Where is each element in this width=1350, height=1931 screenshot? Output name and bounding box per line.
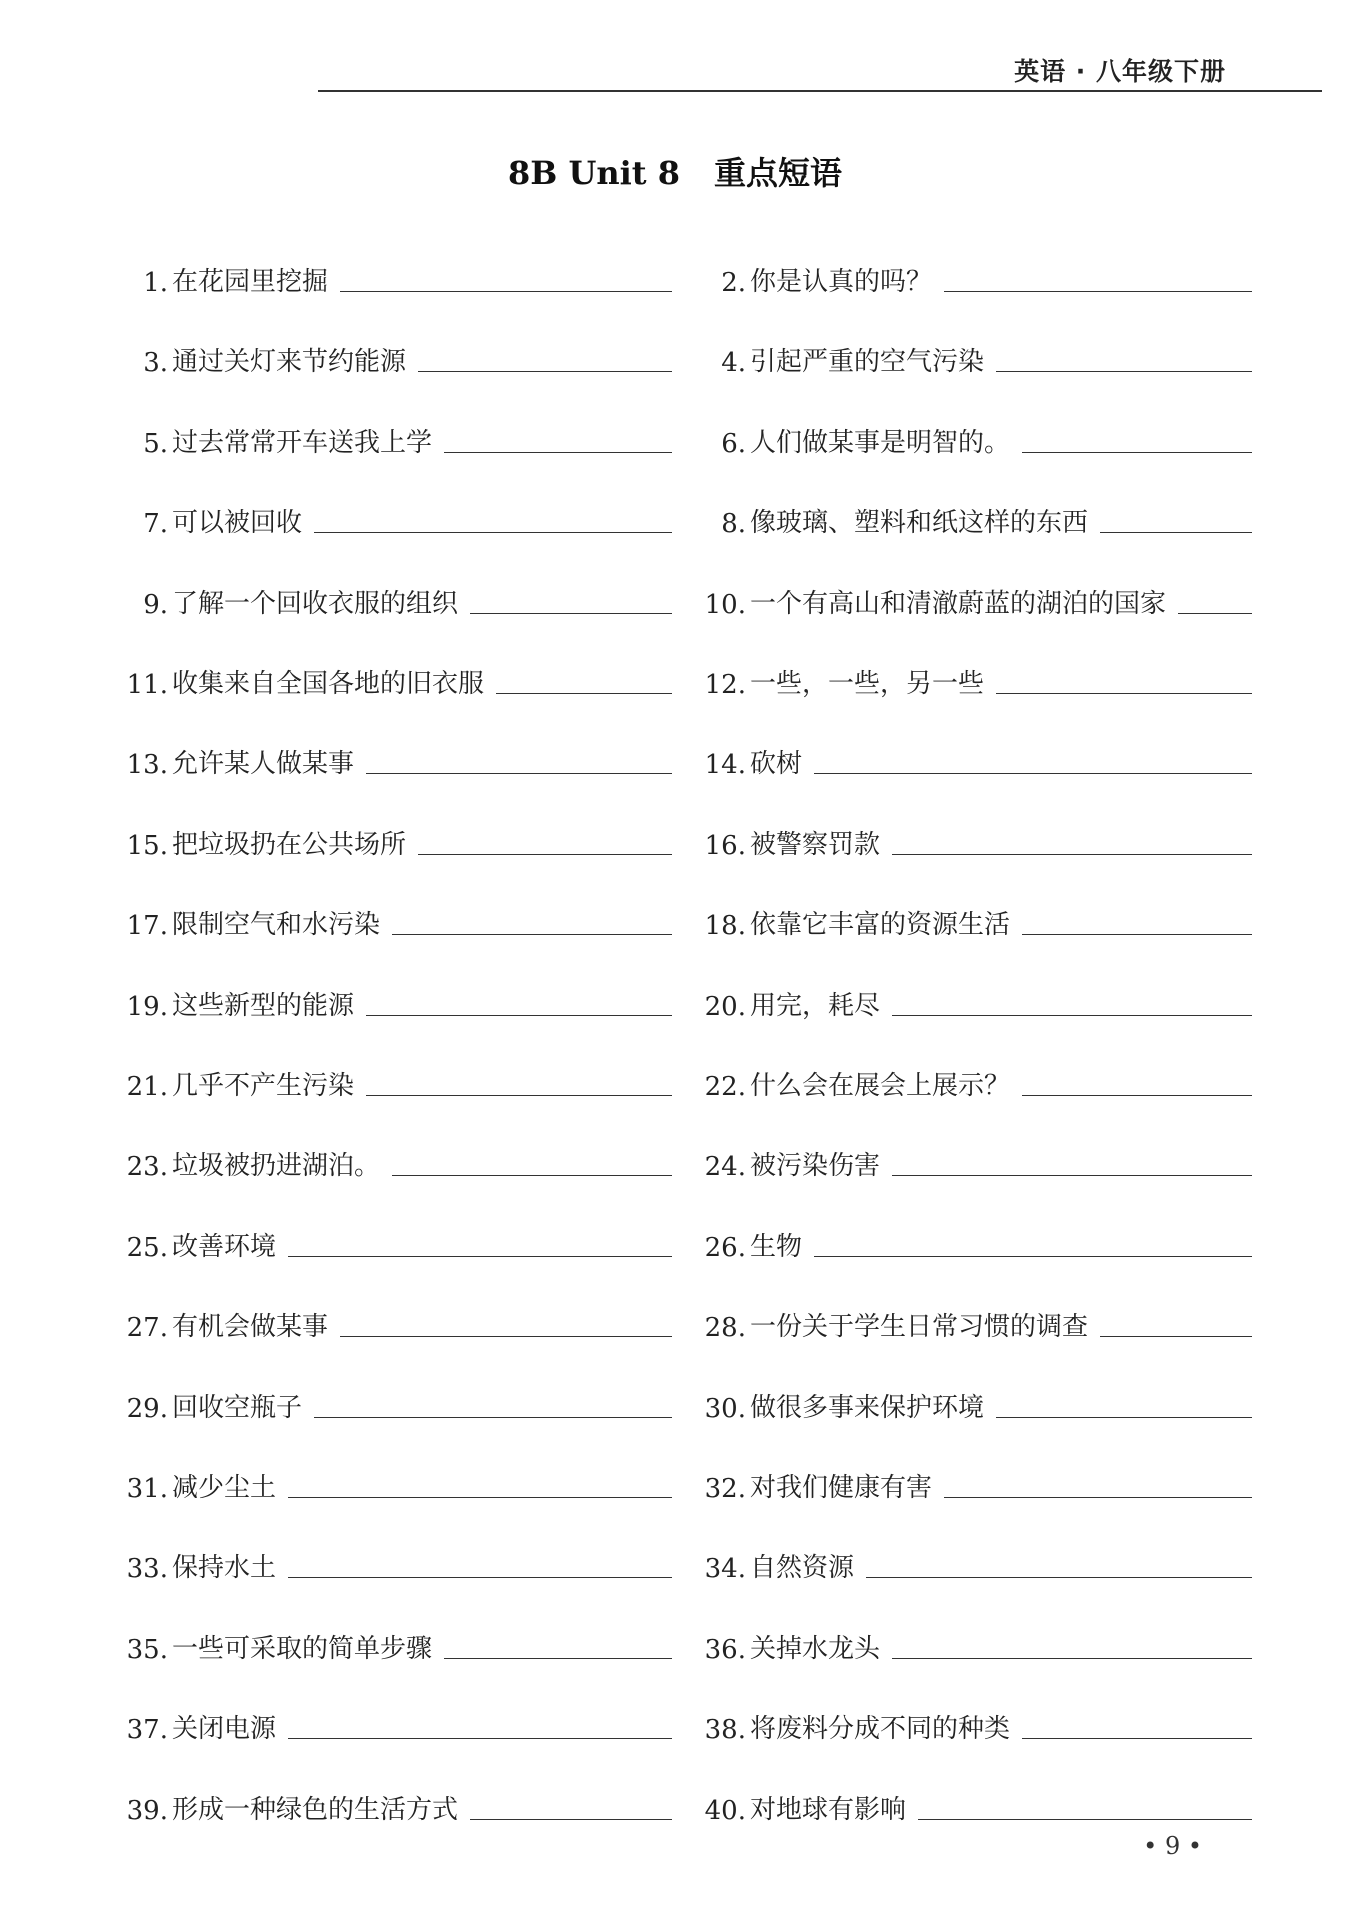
phrase-item (120, 982, 672, 1022)
answer-blank[interactable] (892, 1174, 1252, 1176)
phrase-text: 把垃圾扔在公共场所 (172, 829, 407, 860)
item-number: 3. (143, 348, 168, 379)
answer-blank[interactable] (814, 772, 1252, 774)
phrase-text: 允许某人做某事 (172, 749, 355, 780)
phrase-item (694, 901, 1252, 941)
phrase-text: 限制空气和水污染 (172, 910, 381, 941)
phrase-item (120, 580, 672, 620)
phrase-text: 垃圾被扔进湖泊。 (172, 1151, 381, 1182)
phrase-item (120, 1142, 672, 1182)
answer-blank[interactable] (1178, 612, 1252, 614)
answer-blank[interactable] (1100, 1335, 1252, 1337)
header-rule (318, 90, 1322, 92)
phrase-item (694, 1786, 1252, 1826)
item-number: 35. (126, 1634, 168, 1665)
phrase-item (120, 258, 672, 298)
phrase-item (694, 1384, 1252, 1424)
unit-label: 8B Unit 8 (508, 154, 680, 192)
phrase-text: 了解一个回收衣服的组织 (172, 588, 459, 619)
phrase-text: 对地球有影响 (750, 1794, 907, 1825)
phrase-text: 一个有高山和清澈蔚蓝的湖泊的国家 (750, 588, 1167, 619)
answer-blank[interactable] (366, 1014, 672, 1016)
phrase-text: 被警察罚款 (750, 829, 881, 860)
item-number: 23. (126, 1152, 168, 1183)
answer-blank[interactable] (288, 1737, 672, 1739)
phrase-item (120, 419, 672, 459)
answer-blank[interactable] (340, 290, 672, 292)
phrase-text: 这些新型的能源 (172, 990, 355, 1021)
phrase-item (694, 660, 1252, 700)
phrase-item (120, 740, 672, 780)
phrase-text: 依靠它丰富的资源生活 (750, 910, 1011, 941)
answer-blank[interactable] (892, 1014, 1252, 1016)
answer-blank[interactable] (1022, 1094, 1252, 1096)
phrase-item (120, 901, 672, 941)
phrase-text: 做很多事来保护环境 (750, 1392, 985, 1423)
item-number: 30. (704, 1393, 746, 1424)
answer-blank[interactable] (366, 772, 672, 774)
item-number: 13. (126, 750, 168, 781)
phrase-text: 改善环境 (172, 1231, 277, 1262)
item-number: 14. (704, 750, 746, 781)
answer-blank[interactable] (496, 692, 672, 694)
item-number: 26. (704, 1232, 746, 1263)
answer-blank[interactable] (1022, 933, 1252, 935)
phrase-item (694, 1625, 1252, 1665)
answer-blank[interactable] (444, 1657, 672, 1659)
phrase-item (120, 821, 672, 861)
phrase-text: 你是认真的吗？ (750, 267, 933, 297)
answer-blank[interactable] (470, 1818, 672, 1820)
phrase-item (694, 1544, 1252, 1584)
phrase-item (694, 1464, 1252, 1504)
item-number: 9. (143, 589, 168, 620)
running-header: 英语 · 八年级下册 (1014, 57, 1226, 86)
answer-blank[interactable] (814, 1255, 1252, 1257)
item-number: 12. (704, 670, 746, 700)
phrase-item (120, 1384, 672, 1424)
phrase-text: 一些可采取的简单步骤 (172, 1633, 433, 1664)
item-number: 21. (126, 1072, 168, 1102)
phrase-item (694, 499, 1252, 539)
phrase-item (120, 1544, 672, 1584)
item-number: 28. (704, 1313, 746, 1344)
phrase-item (694, 338, 1252, 378)
item-number: 39. (126, 1795, 168, 1826)
answer-blank[interactable] (944, 1496, 1252, 1498)
phrase-text: 通过关灯来节约能源 (172, 347, 407, 378)
item-number: 18. (704, 911, 746, 942)
item-number: 32. (704, 1474, 746, 1504)
item-number: 36. (704, 1634, 746, 1665)
page-number: • 9 • (1143, 1832, 1202, 1860)
phrase-text: 引起严重的空气污染 (750, 347, 985, 378)
phrase-text: 过去常常开车送我上学 (172, 427, 433, 458)
item-number: 20. (704, 991, 746, 1022)
phrase-item (120, 660, 672, 700)
page-title (0, 148, 1350, 194)
phrase-item (694, 580, 1252, 620)
item-number: 1. (143, 268, 168, 298)
item-number: 37. (126, 1715, 168, 1746)
item-number: 4. (721, 348, 746, 379)
phrase-item (694, 821, 1252, 861)
phrase-text: 保持水土 (172, 1553, 277, 1584)
phrase-text: 关闭电源 (172, 1714, 277, 1745)
phrase-text: 形成一种绿色的生活方式 (172, 1794, 459, 1825)
answer-blank[interactable] (392, 1174, 672, 1176)
phrase-item (120, 1223, 672, 1263)
phrase-item (120, 1464, 672, 1504)
item-number: 33. (126, 1554, 168, 1585)
phrase-text: 关掉水龙头 (750, 1633, 881, 1664)
phrase-item (694, 258, 1252, 298)
answer-blank[interactable] (1022, 451, 1252, 453)
answer-blank[interactable] (996, 692, 1252, 694)
phrase-item (120, 1786, 672, 1826)
answer-blank[interactable] (288, 1496, 672, 1498)
item-number: 27. (126, 1313, 168, 1344)
item-number: 17. (126, 911, 168, 942)
phrase-text: 收集来自全国各地的旧衣服 (172, 669, 485, 699)
item-number: 10. (704, 589, 746, 620)
topic-label: 重点短语 (713, 154, 842, 192)
item-number: 8. (721, 509, 746, 540)
phrase-item (694, 419, 1252, 459)
item-number: 40. (704, 1795, 746, 1826)
phrase-text: 减少尘土 (172, 1473, 277, 1503)
item-number: 15. (126, 830, 168, 861)
item-number: 29. (126, 1393, 168, 1424)
item-number: 11. (126, 670, 168, 700)
item-number: 5. (143, 428, 168, 459)
item-number: 24. (704, 1152, 746, 1183)
answer-blank[interactable] (340, 1335, 672, 1337)
phrase-item (120, 1303, 672, 1343)
item-number: 25. (126, 1232, 168, 1263)
phrase-item (120, 499, 672, 539)
answer-blank[interactable] (996, 1416, 1252, 1418)
phrase-text: 什么会在展会上展示？ (750, 1071, 1011, 1101)
answer-blank[interactable] (996, 370, 1252, 372)
phrase-text: 将废料分成不同的种类 (750, 1714, 1011, 1745)
answer-blank[interactable] (892, 853, 1252, 855)
phrase-item (694, 982, 1252, 1022)
phrase-text: 对我们健康有害 (750, 1473, 933, 1503)
answer-blank[interactable] (444, 451, 672, 453)
answer-blank[interactable] (314, 1416, 672, 1418)
phrase-text: 可以被回收 (172, 508, 303, 539)
phrase-text: 砍树 (750, 749, 803, 780)
item-number: 16. (704, 830, 746, 861)
item-number: 2. (721, 268, 746, 298)
answer-blank[interactable] (470, 612, 672, 614)
item-number: 31. (126, 1474, 168, 1504)
answer-blank[interactable] (392, 933, 672, 935)
phrase-item (120, 1062, 672, 1102)
phrase-text: 用完，耗尽 (750, 990, 881, 1021)
answer-blank[interactable] (288, 1576, 672, 1578)
phrase-text: 有机会做某事 (172, 1312, 329, 1343)
item-number: 34. (704, 1554, 746, 1585)
item-number: 7. (143, 509, 168, 540)
answer-blank[interactable] (366, 1094, 672, 1096)
answer-blank[interactable] (866, 1576, 1252, 1578)
phrase-item (694, 1705, 1252, 1745)
answer-blank[interactable] (314, 531, 672, 533)
phrase-text: 被污染伤害 (750, 1151, 881, 1182)
phrase-text: 像玻璃、塑料和纸这样的东西 (750, 508, 1089, 539)
item-number: 6. (721, 428, 746, 459)
answer-blank[interactable] (1100, 531, 1252, 533)
answer-blank[interactable] (418, 370, 672, 372)
phrase-text: 生物 (750, 1231, 803, 1262)
phrase-text: 人们做某事是明智的。 (750, 427, 1011, 458)
phrase-text: 一些，一些，另一些 (750, 669, 985, 699)
item-number: 19. (126, 991, 168, 1022)
phrase-item (120, 338, 672, 378)
phrase-text: 几乎不产生污染 (172, 1071, 355, 1101)
answer-blank[interactable] (918, 1818, 1252, 1820)
phrase-item (694, 1223, 1252, 1263)
answer-blank[interactable] (944, 290, 1252, 292)
phrase-item (694, 740, 1252, 780)
item-number: 38. (704, 1715, 746, 1746)
answer-blank[interactable] (288, 1255, 672, 1257)
phrase-item (120, 1625, 672, 1665)
answer-blank[interactable] (418, 853, 672, 855)
phrase-item (694, 1062, 1252, 1102)
phrase-text: 回收空瓶子 (172, 1392, 303, 1423)
answer-blank[interactable] (1022, 1737, 1252, 1739)
phrase-text: 一份关于学生日常习惯的调查 (750, 1312, 1089, 1343)
phrase-text: 自然资源 (750, 1553, 855, 1584)
phrase-item (694, 1303, 1252, 1343)
item-number: 22. (704, 1072, 746, 1102)
phrase-text: 在花园里挖掘 (172, 267, 329, 297)
answer-blank[interactable] (892, 1657, 1252, 1659)
phrase-item (694, 1142, 1252, 1182)
phrase-item (120, 1705, 672, 1745)
